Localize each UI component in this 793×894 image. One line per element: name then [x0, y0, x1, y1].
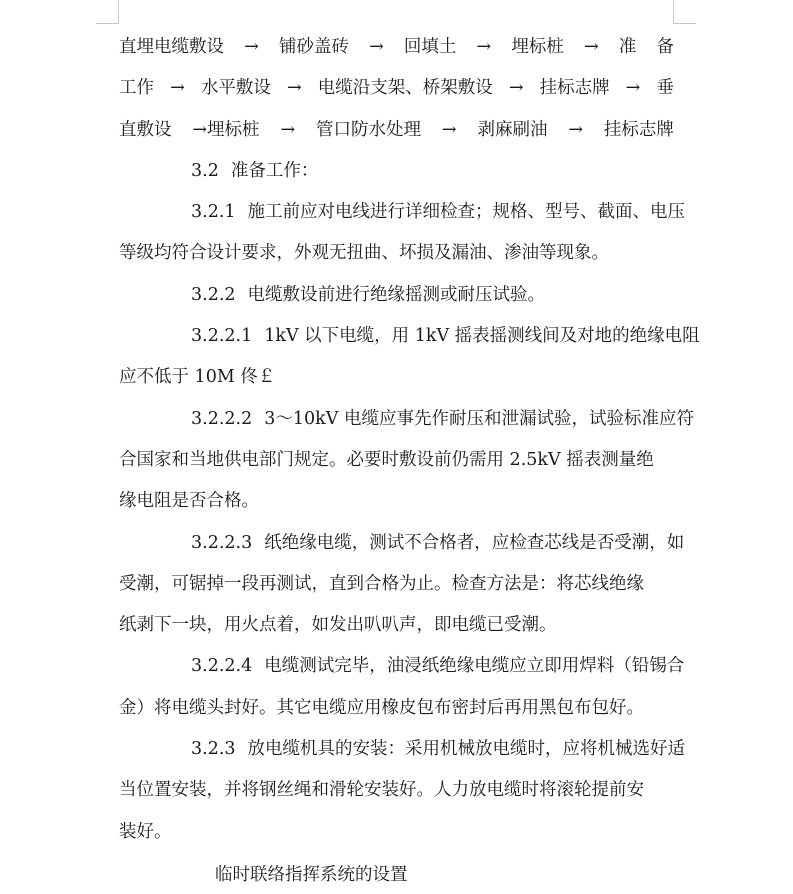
paragraph-text: 缘电阻是否合格。 — [119, 491, 259, 512]
process-flow-line — [119, 27, 674, 68]
flow-step: 埋标桩 — [511, 37, 564, 57]
section-number: 3.2.3 — [191, 739, 236, 760]
section-number: 3.2.1 — [191, 202, 236, 223]
arrow-icon: → — [476, 37, 492, 57]
flow-step: 工作 — [119, 78, 154, 99]
paragraph-text: 3～10kV 电缆应事先作耐压和泄漏试验，试验标准应符 — [264, 408, 694, 429]
paragraph-text: 电缆敷设前进行绝缘摇测或耐压试验。 — [247, 284, 546, 305]
paragraph-text: 当位置安装，并将钢丝绳和滑轮安装好。人力放电缆时将滚轮提前安 — [119, 780, 644, 801]
section-number: 3.2.2 — [191, 284, 236, 305]
paragraph-text: 准备工作： — [230, 160, 319, 181]
paragraph-text: 应不低于 10M 佟￡ — [119, 367, 276, 388]
arrow-icon: → — [568, 119, 584, 140]
paragraph-text: 受潮，可锯掉一段再测试，直到合格为止。检查方法是：将芯线绝缘 — [119, 573, 644, 594]
section-number: 3.2.2.2 — [191, 408, 253, 429]
paragraph-text: 1kV 以下电缆，用 1kV 摇表摇测线间及对地的绝缘电阻 — [264, 326, 700, 347]
crop-mark-top-left — [96, 23, 119, 24]
paragraph-text: 施工前应对电线进行详细检查；规格、型号、截面、电压 — [247, 202, 686, 223]
process-flow-line — [119, 110, 674, 151]
flow-step: →埋标桩 — [192, 119, 260, 140]
paragraph-text: 合国家和当地供电部门规定。必要时敷设前仍需用 2.5kV 摇表测量绝 — [119, 449, 654, 470]
arrow-icon: → — [625, 78, 641, 99]
paragraph-3-2-2-2 — [119, 399, 694, 523]
flow-step: 回填土 — [403, 37, 457, 57]
section-number: 3.2 — [191, 160, 219, 181]
paragraph-text: 金）将电缆头封好。其它电缆应用橡皮包布密封后再用黑包布包好。 — [119, 697, 644, 718]
paragraph-3-2-2 — [119, 275, 674, 316]
paragraph-text: 放电缆机具的安装：采用机械放电缆时，应将机械选好适 — [247, 739, 686, 760]
section-number: 3.2.2.4 — [191, 656, 253, 677]
flow-step: 铺砂盖砖 — [278, 37, 349, 57]
paragraph-text: 装好。 — [119, 821, 172, 842]
arrow-icon: → — [280, 119, 296, 140]
arrow-icon: → — [369, 37, 384, 57]
cut-off-line — [119, 853, 674, 885]
crop-mark-top-right — [673, 23, 696, 24]
flow-step: 挂标志牌 — [603, 119, 674, 140]
paragraph-text: 纸绝缘电缆，测试不合格者，应检查芯线是否受潮，如 — [264, 532, 685, 553]
arrow-icon: → — [441, 119, 457, 140]
paragraph-text: 等级均符合设计要求，外观无扭曲、坏损及漏油、渗油等现象。 — [119, 243, 609, 264]
flow-step: 备 — [656, 37, 674, 57]
crop-mark-top-right — [673, 0, 674, 24]
flow-step: 直埋电缆敷设 — [119, 37, 224, 57]
flow-step: 水平敷设 — [200, 78, 271, 99]
paragraph-3-2-2-4 — [119, 646, 685, 729]
arrow-icon: → — [170, 78, 185, 99]
flow-step: 直敷设 — [119, 119, 172, 140]
section-number: 3.2.2.3 — [191, 532, 253, 553]
flow-step: 电缆沿支架、桥架敷设 — [317, 78, 493, 99]
section-number: 3.2.2.1 — [191, 326, 253, 347]
flow-step: 挂标志牌 — [539, 78, 610, 99]
flow-step: 管口防水处理 — [316, 119, 422, 140]
flow-step: 剥麻刷油 — [477, 119, 548, 140]
arrow-icon: → — [508, 78, 524, 99]
paragraph-text: 纸剥下一块，用火点着，如发出叭叭声，即电缆已受潮。 — [119, 615, 557, 636]
paragraph-3-2-1 — [119, 192, 686, 275]
flow-step: 准 — [618, 37, 637, 57]
flow-step: 垂 — [656, 78, 674, 99]
process-flow-line — [119, 68, 674, 109]
crop-mark-top-left — [118, 0, 119, 24]
paragraph-3-2-2-1 — [119, 316, 700, 399]
paragraph-text: 临时联络指挥系统的设置 — [215, 864, 408, 885]
arrow-icon: → — [244, 37, 259, 57]
arrow-icon: → — [584, 37, 599, 57]
paragraph-text: 电缆测试完毕，油浸纸绝缘电缆应立即用焊料（铅锡合 — [264, 656, 685, 677]
paragraph-3-2-3 — [119, 729, 686, 853]
arrow-icon: → — [286, 78, 302, 99]
paragraph-3-2-2-3 — [119, 523, 685, 647]
section-heading-3-2 — [119, 151, 674, 192]
document-body — [119, 27, 700, 885]
